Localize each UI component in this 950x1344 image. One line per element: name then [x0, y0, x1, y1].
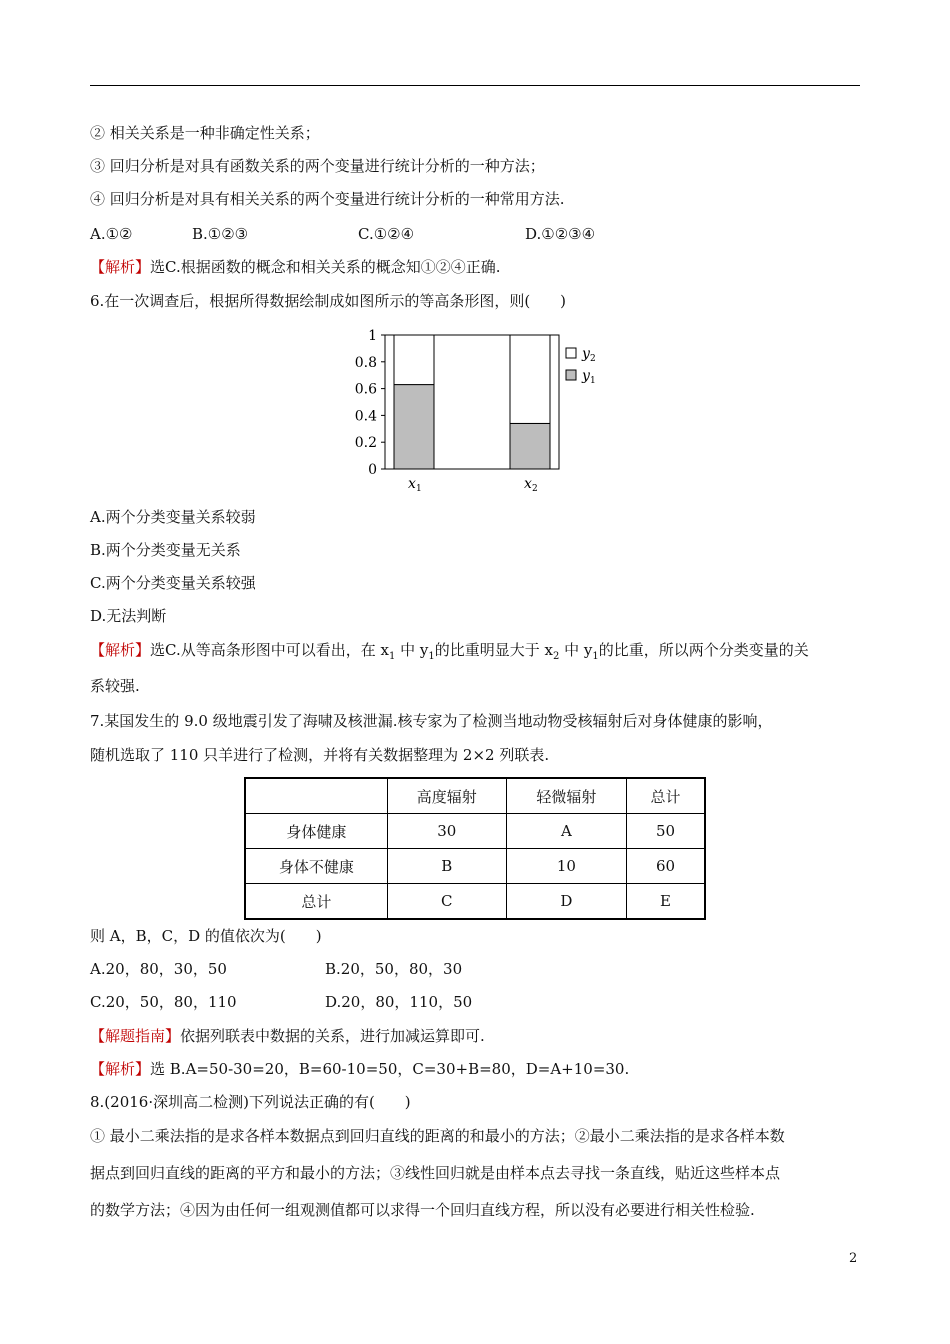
table-cell: B [387, 849, 506, 884]
table-row [245, 814, 705, 849]
x-tick-subscript: 2 [532, 484, 538, 494]
table-cell: 30 [387, 814, 506, 849]
analysis-text: 中 y [395, 641, 429, 659]
analysis-tag: 【解析】 [90, 1060, 151, 1078]
q6-option-a: A.两个分类变量关系较弱 [90, 508, 256, 526]
q6-analysis [90, 640, 809, 667]
page-number: 2 [849, 1251, 858, 1266]
q8-para-3: 的数学方法；④因为由任何一组观测值都可以求得一个回归直线方程，所以没有必要进行相关性检验. [90, 1201, 755, 1219]
y-tick-label: 0.6 [354, 381, 377, 398]
legend-subscript: 2 [590, 354, 596, 364]
analysis-tag: 【解析】 [90, 258, 151, 276]
bar-y2-x1 [394, 335, 434, 385]
table-cell: 10 [506, 849, 626, 884]
chart-bars [394, 335, 550, 469]
table-cell: 身体不健康 [245, 849, 387, 884]
q6-option-d: D.无法判断 [90, 607, 167, 625]
statement-4: ④ 回归分析是对具有相关关系的两个变量进行统计分析的一种常用方法. [90, 190, 565, 208]
y-tick-label: 0.4 [354, 408, 377, 425]
table-header-row [245, 778, 705, 814]
analysis-text: 中 y [559, 641, 593, 659]
q5-option-c: C.①②④ [358, 225, 415, 243]
bar-y1-x1 [394, 385, 434, 469]
q6-option-c: C.两个分类变量关系较强 [90, 574, 256, 592]
legend-label: y [582, 368, 590, 384]
x-tick-label: x [524, 476, 532, 492]
y-tick-label: 0.8 [354, 354, 377, 371]
contingency-table [244, 777, 706, 920]
table-cell: 60 [627, 849, 705, 884]
subscript: 1 [592, 651, 599, 662]
table-cell: A [506, 814, 626, 849]
chart-legend [566, 346, 596, 386]
q7-ask: 则 A，B，C，D 的值依次为( ) [90, 927, 322, 945]
q7-guide [90, 1026, 485, 1046]
header-rule [90, 85, 860, 86]
y-tick-label: 1 [368, 328, 377, 344]
q7-line2: 随机选取了 110 只羊进行了检测，并将有关数据整理为 2×2 列联表. [90, 746, 550, 764]
x-tick-label: x [408, 476, 416, 492]
bar-y2-x2 [510, 335, 550, 423]
legend-swatch [566, 348, 576, 358]
q5-option-d: D.①②③④ [525, 225, 596, 243]
q8-para-2: 据点到回归直线的距离的平方和最小的方法；③线性回归就是由样本点去寻找一条直线，贴近这些样本点 [90, 1164, 781, 1182]
q7-option-d: D.20，80，110，50 [325, 993, 473, 1011]
analysis-text: 选 B.A=50-30=20，B=60-10=50，C=30+B=80，D=A+10=30. [150, 1060, 630, 1078]
analysis-text: 的比重明显大于 x [434, 641, 553, 659]
y-tick-label: 0 [368, 462, 377, 478]
table-header-cell: 轻微辐射 [506, 778, 626, 814]
x-tick-subscript: 1 [416, 484, 422, 494]
table-cell: 总计 [245, 884, 387, 920]
q8-para-1: ① 最小二乘法指的是求各样本数据点到回归直线的距离的和最小的方法；②最小二乘法指的是求各样本数 [90, 1127, 785, 1145]
q7-option-b: B.20，50，80，30 [325, 960, 463, 978]
q7-option-a: A.20，80，30，50 [90, 960, 227, 978]
q5-option-b: B.①②③ [192, 225, 249, 243]
analysis-text: 的比重，所以两个分类变量的关 [598, 641, 809, 659]
q7-line1: 7.某国发生的 9.0 级地震引发了海啸及核泄漏.核专家为了检测当地动物受核辐射后对身体健康的影响， [90, 712, 773, 730]
analysis-tag: 【解析】 [90, 641, 151, 659]
q7-analysis [90, 1059, 629, 1079]
q5-option-a: A.①② [90, 225, 133, 243]
table-row [245, 884, 705, 920]
table-header-cell: 总计 [627, 778, 705, 814]
q6-analysis-cont: 系较强. [90, 677, 140, 695]
q6-option-b: B.两个分类变量无关系 [90, 541, 241, 559]
table-row [245, 849, 705, 884]
table-cell: 50 [627, 814, 705, 849]
q8-question: 8.(2016·深圳高二检测)下列说法正确的有( ) [90, 1093, 411, 1111]
analysis-text: 选C.根据函数的概念和相关关系的概念知①②④正确. [150, 258, 501, 276]
legend-subscript: 1 [590, 376, 596, 386]
guide-text: 依据列联表中数据的关系，进行加减运算即可. [180, 1027, 485, 1045]
subscript: 2 [552, 651, 560, 662]
table-cell: D [506, 884, 626, 920]
y-tick-label: 0.2 [354, 435, 377, 452]
table-cell: C [387, 884, 506, 920]
subscript: 1 [428, 651, 435, 662]
statement-3: ③ 回归分析是对具有函数关系的两个变量进行统计分析的一种方法； [90, 157, 545, 175]
subscript: 1 [388, 651, 396, 662]
legend-swatch [566, 370, 576, 380]
q6-question: 6.在一次调查后，根据所得数据绘制成如图所示的等高条形图，则( ) [90, 292, 567, 310]
legend-label: y [582, 346, 590, 362]
bar-y1-x2 [510, 423, 550, 469]
table-cell: E [627, 884, 705, 920]
guide-tag: 【解题指南】 [90, 1027, 181, 1045]
table-cell [245, 778, 387, 814]
table-cell: 身体健康 [245, 814, 387, 849]
table-header-cell: 高度辐射 [387, 778, 506, 814]
analysis-text: 选C.从等高条形图中可以看出，在 x [150, 641, 389, 659]
q7-option-c: C.20，50，80，110 [90, 993, 237, 1011]
q5-analysis [90, 257, 501, 277]
statement-2: ② 相关关系是一种非确定性关系； [90, 124, 320, 142]
stacked-bar-chart [342, 326, 612, 496]
